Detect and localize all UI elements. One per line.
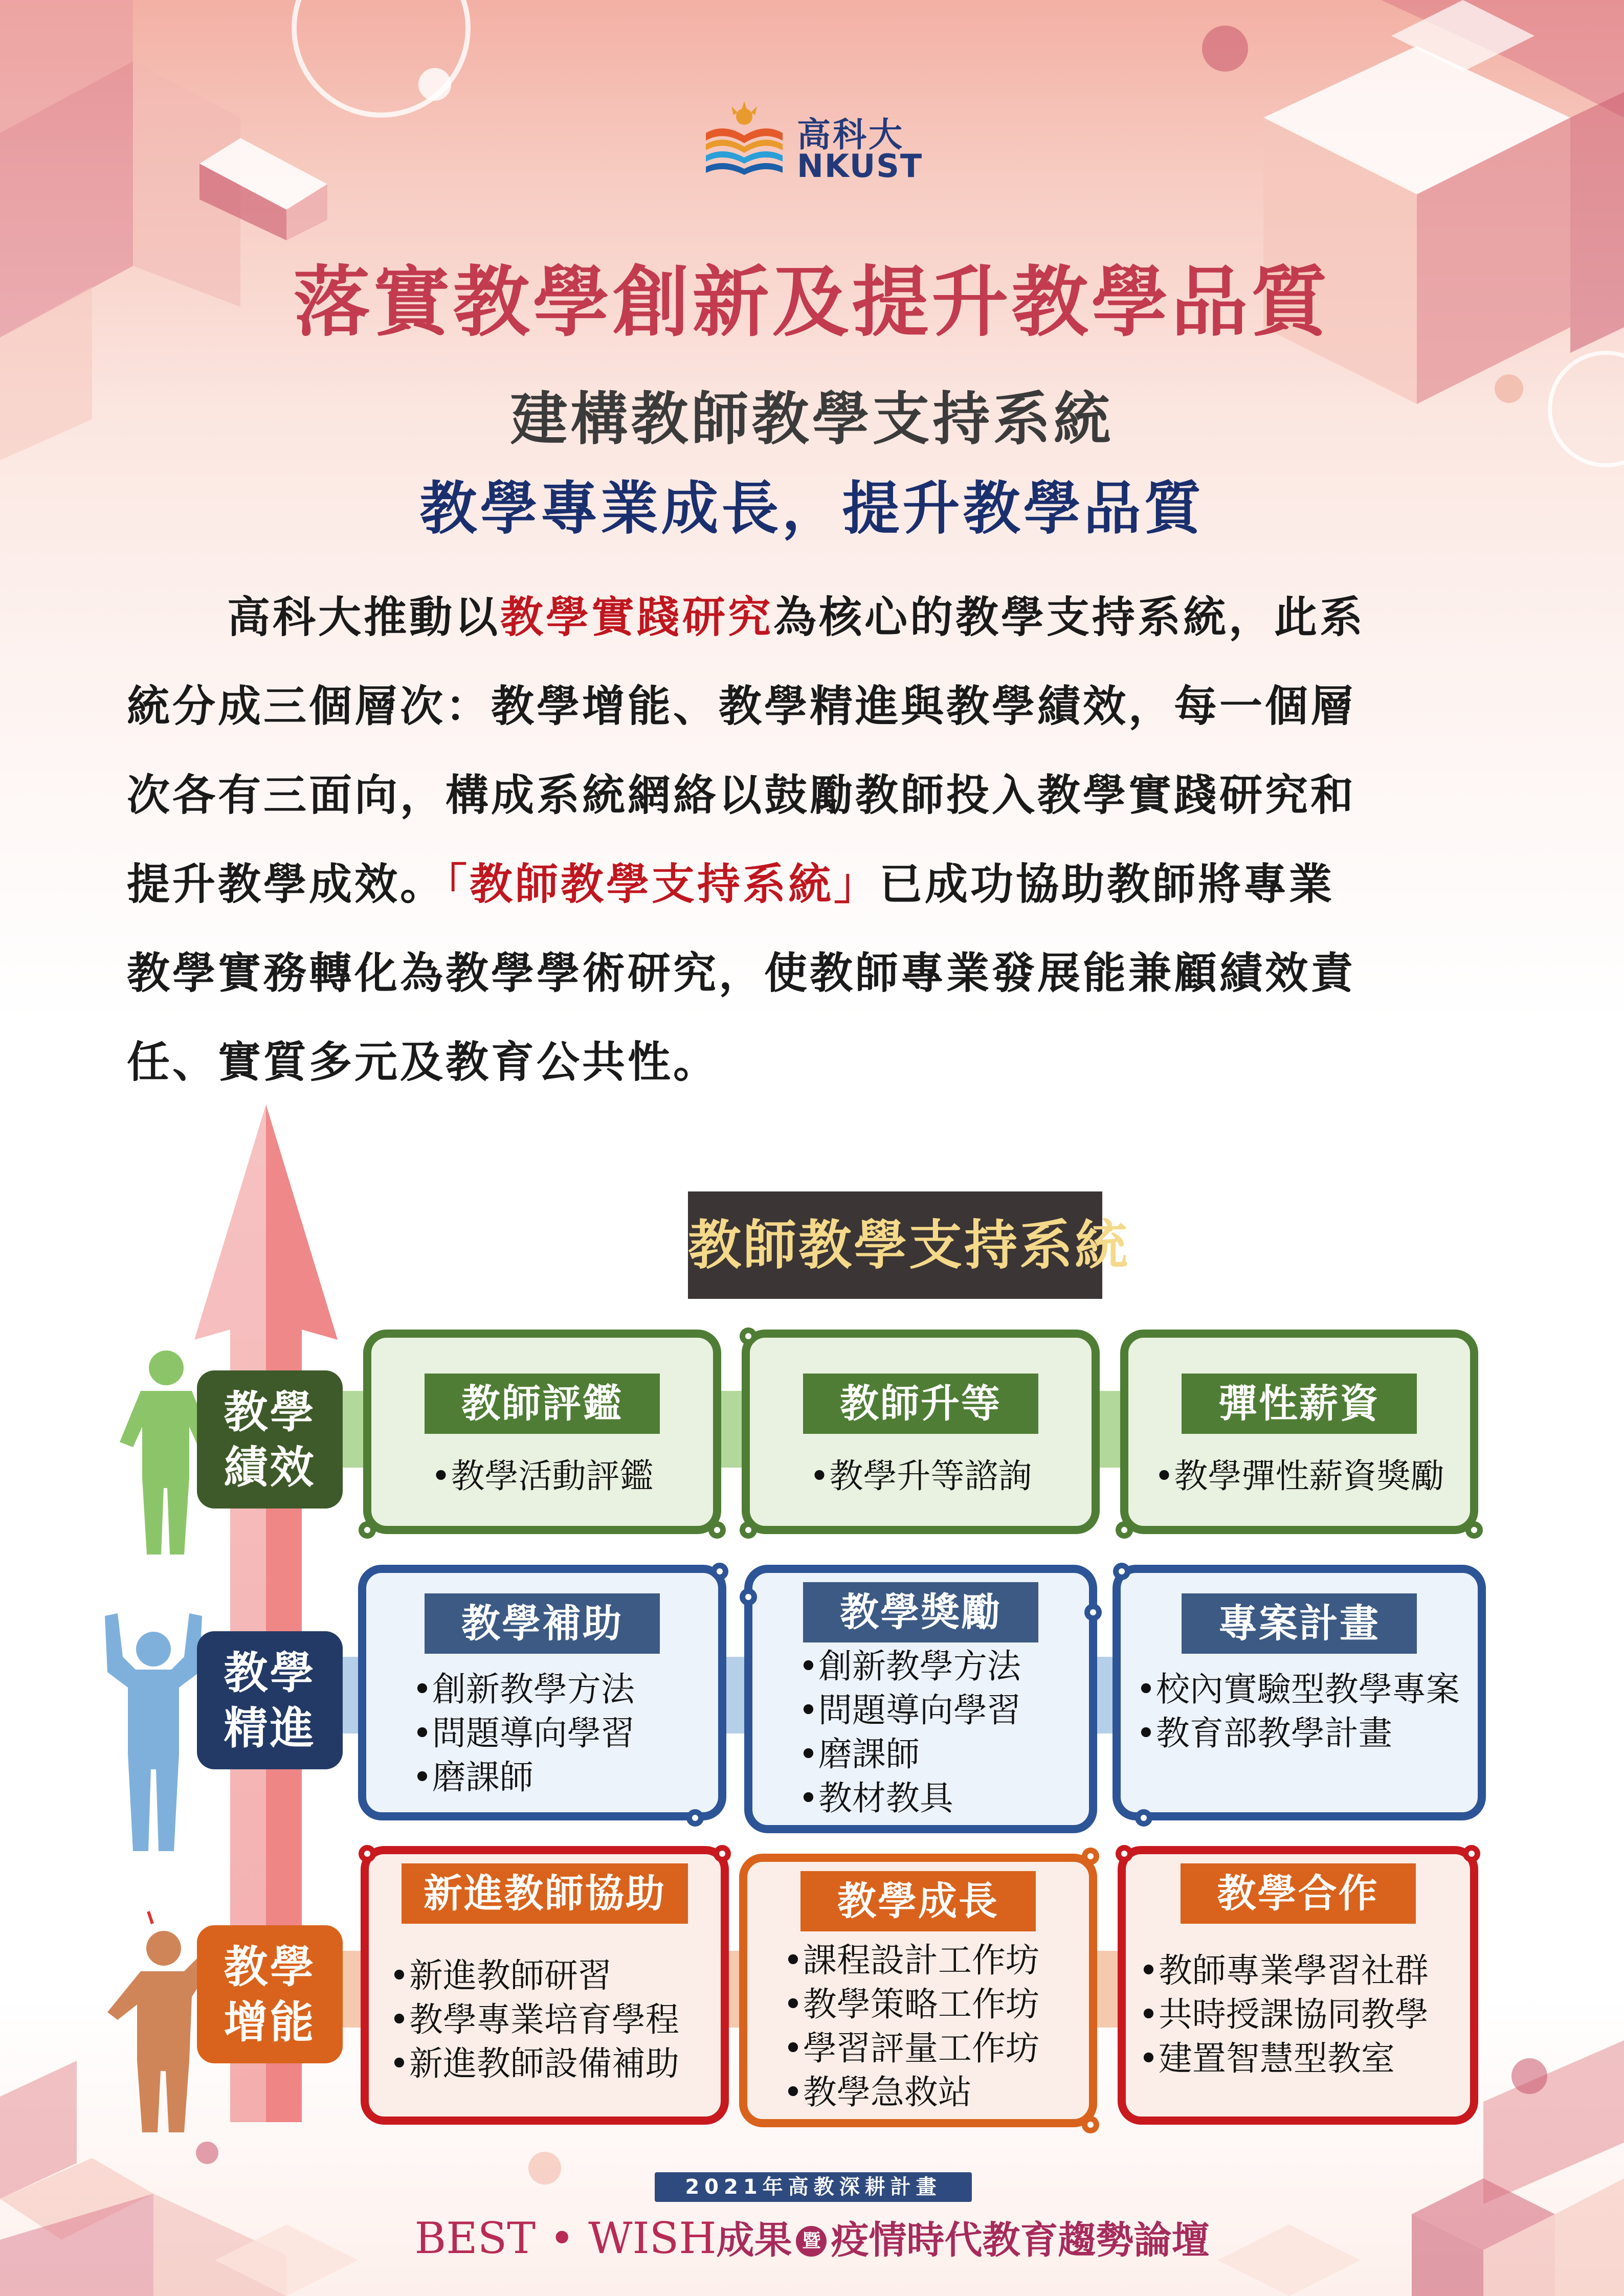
- card-items: [371, 1454, 713, 1498]
- card-item: •教學專業培育學程: [389, 2000, 679, 2039]
- card-item: •新進教師設備補助: [389, 2044, 679, 2083]
- card-item: •磨課師: [412, 1758, 533, 1797]
- card-connector-dot: [686, 1809, 704, 1827]
- card-connector-dot: [1113, 1563, 1130, 1580]
- card-item: •課程設計工作坊: [783, 1941, 1039, 1980]
- card-flexible-salary: [1120, 1330, 1478, 1534]
- intro-text: 高科大推動以: [227, 592, 501, 642]
- level-label-line: 教學: [224, 1648, 316, 1699]
- intro-line-4: [127, 840, 1498, 929]
- level-performance: [197, 1370, 343, 1509]
- footer-event-title: [0, 2210, 1624, 2264]
- card-title: 教學獎勵: [803, 1582, 1038, 1642]
- level-label-line: 教學: [224, 1942, 316, 1993]
- intro-line-3: 次各有三面向，構成系統網絡以鼓勵教師投入教學實踐研究和: [127, 770, 1356, 820]
- intro-line-5: 教學實務轉化為教學學術研究，使教師專業發展能兼顧績效責: [127, 948, 1356, 998]
- level-empower: [197, 1925, 343, 2063]
- footer-result: 成果: [716, 2218, 792, 2262]
- card-items: [1126, 1949, 1470, 2081]
- card-connector-dot: [708, 1521, 726, 1539]
- card-item: •教學彈性薪資獎勵: [1154, 1456, 1444, 1496]
- level-label-line: 教學: [224, 1387, 316, 1438]
- page-title: 落實教學創新及提升教學品質: [293, 258, 1331, 347]
- level-label-line: 增能: [224, 1997, 316, 2048]
- card-teaching-cooperation: [1118, 1846, 1478, 2125]
- intro-highlight: 教學實踐研究: [500, 592, 774, 642]
- footer-forum: 疫情時代教育趨勢論壇: [831, 2218, 1210, 2262]
- card-connector-dot: [1116, 1845, 1133, 1862]
- card-title: 教師升等: [803, 1374, 1038, 1434]
- card-connector-dot: [1135, 1809, 1152, 1827]
- card-item: •教材教具: [798, 1779, 953, 1818]
- intro-highlight: 「教師教學支持系統」: [446, 859, 880, 909]
- card-connector-dot: [1463, 1845, 1480, 1862]
- intro-text: 提升教學成效。: [127, 859, 446, 909]
- card-connector-dot: [1116, 1521, 1133, 1539]
- card-item: •新進教師研習: [389, 1956, 612, 1995]
- card-item: •教師專業學習社群: [1139, 1951, 1429, 1990]
- card-items: [1121, 1668, 1478, 1755]
- card-connector-dot: [1084, 1604, 1102, 1621]
- card-title: 專案計畫: [1182, 1593, 1417, 1654]
- card-items: [369, 1954, 721, 2086]
- card-connector-dot: [740, 1588, 757, 1606]
- exclamation-icon: [148, 1911, 152, 1924]
- level-advance: [197, 1631, 343, 1769]
- card-teaching-growth: [739, 1854, 1097, 2127]
- diagram-title: 教師教學支持系統: [688, 1191, 1102, 1299]
- level-label-line: 精進: [224, 1703, 316, 1754]
- card-items: [747, 1939, 1089, 2114]
- intro-line-6: 任、實質多元及教育公共性。: [127, 1037, 719, 1087]
- logo-name-zh: 高科大: [797, 115, 904, 154]
- card-teaching-subsidy: [358, 1565, 726, 1820]
- card-connector-dot: [359, 1521, 376, 1539]
- card-title: 教學成長: [800, 1871, 1036, 1931]
- card-items: [1128, 1454, 1470, 1498]
- level-label-line: 績效: [224, 1442, 316, 1493]
- card-title: 教師評鑑: [425, 1374, 660, 1434]
- card-item: •教育部教學計畫: [1136, 1714, 1392, 1753]
- card-connector-dot: [1465, 1521, 1483, 1539]
- card-item: •創新教學方法: [798, 1647, 1021, 1686]
- card-item: •教學急救站: [783, 2073, 972, 2112]
- card-item: •校內實驗型教學專案: [1136, 1670, 1460, 1709]
- footer-wish: WISH: [588, 2213, 717, 2263]
- card-item: •磨課師: [798, 1735, 920, 1774]
- footer-project-band: 2021年高教深耕計畫: [655, 2172, 972, 2202]
- card-teacher-evaluation: [363, 1330, 721, 1534]
- footer-dot: •: [549, 2213, 575, 2263]
- card-connector-dot: [359, 1845, 376, 1862]
- card-connector-dot: [714, 1845, 731, 1862]
- card-item: •問題導向學習: [798, 1691, 1021, 1730]
- card-connector-dot: [1082, 2116, 1099, 2133]
- person-flexing-icon: [95, 1606, 212, 1856]
- intro-paragraph: [127, 573, 1498, 1107]
- nkust-logo: [701, 97, 931, 184]
- card-title: 教學合作: [1181, 1863, 1416, 1924]
- card-special-project: [1113, 1565, 1486, 1820]
- card-connector-dot: [740, 1327, 757, 1345]
- logo-name-en: NKUST: [797, 147, 923, 185]
- card-connector-dot: [1082, 1848, 1099, 1865]
- intro-line-1: [127, 573, 1498, 662]
- card-items: [366, 1668, 718, 1799]
- card-teacher-promotion: [742, 1330, 1100, 1534]
- card-item: •問題導向學習: [412, 1714, 635, 1753]
- card-connector-dot: [740, 1521, 757, 1539]
- card-item: •建置智慧型教室: [1139, 2039, 1395, 2078]
- intro-text: 已成功協助教師將專業: [879, 859, 1335, 909]
- intro-line-2: 統分成三個層次：教學增能、教學精進與教學績效，每一個層: [127, 681, 1356, 731]
- intro-text: 為核心的教學支持系統，此系: [773, 592, 1366, 642]
- card-new-faculty-support: [361, 1846, 729, 2125]
- card-item: •創新教學方法: [412, 1670, 635, 1709]
- card-item: •共時授課協同教學: [1139, 1995, 1429, 2034]
- card-item: •教學升等諮詢: [809, 1456, 1032, 1496]
- card-items: [750, 1454, 1092, 1498]
- card-item: •教學活動評鑑: [431, 1456, 654, 1496]
- subtitle-slogan: 教學專業成長，提升教學品質: [419, 476, 1205, 542]
- card-title: 新進教師協助: [402, 1863, 688, 1924]
- card-teaching-award: [744, 1565, 1097, 1833]
- card-title: 彈性薪資: [1182, 1374, 1417, 1434]
- card-item: •學習評量工作坊: [783, 2029, 1039, 2068]
- footer-ji-badge: 暨: [796, 2226, 827, 2257]
- subtitle-system: 建構教師教學支持系統: [510, 386, 1114, 453]
- logo-book-sun-icon: [701, 97, 788, 184]
- card-title: 教學補助: [425, 1593, 660, 1654]
- footer-best: BEST: [414, 2213, 536, 2263]
- card-items: [752, 1645, 1089, 1820]
- card-item: •教學策略工作坊: [783, 1985, 1039, 2024]
- card-connector-dot: [711, 1563, 728, 1580]
